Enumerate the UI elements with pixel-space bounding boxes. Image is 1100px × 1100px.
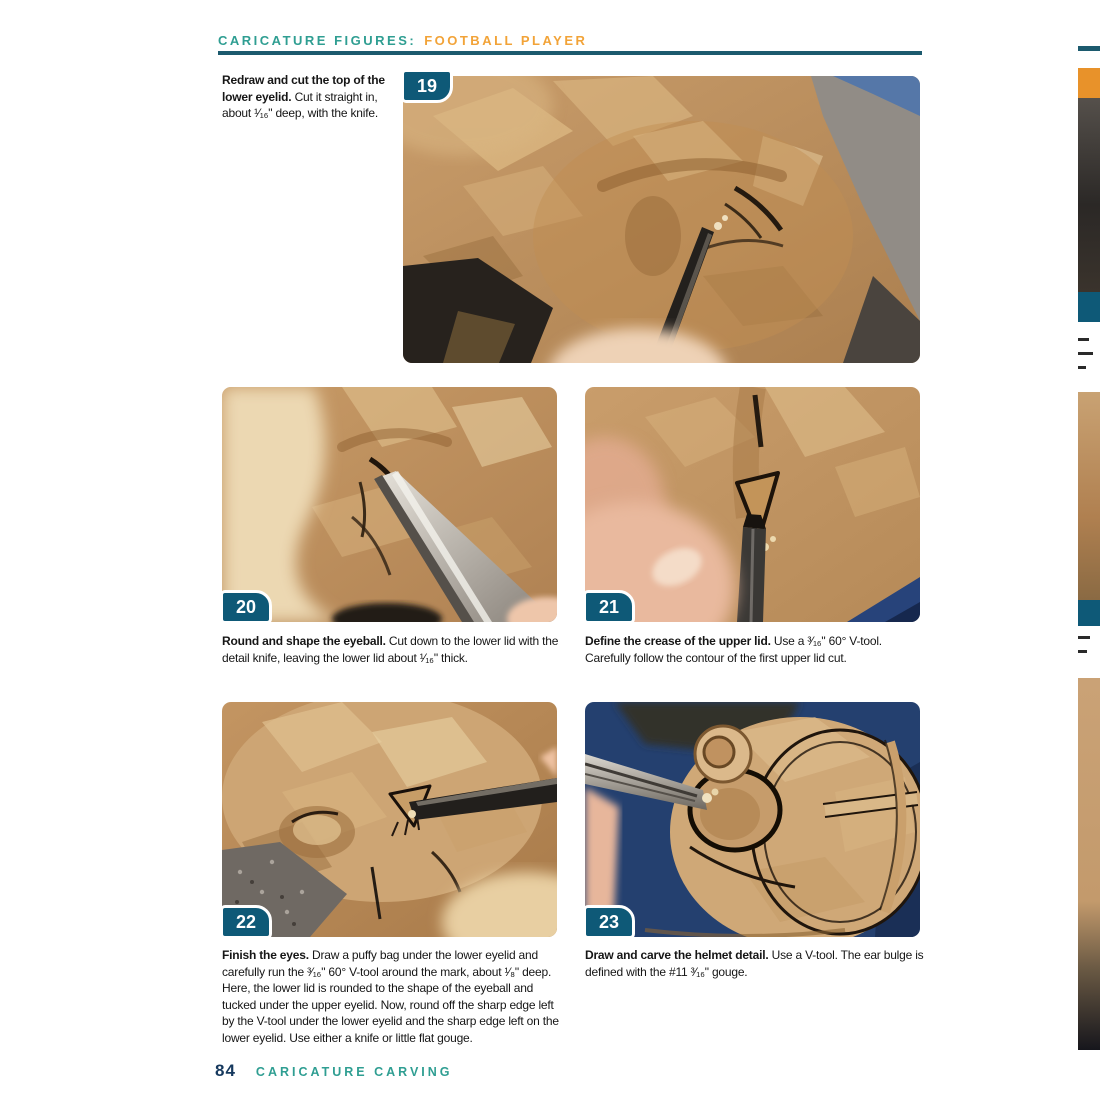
step-22-badge-number: 22 (235, 911, 257, 932)
caption-23 (585, 947, 925, 980)
next-page-sliver (1078, 0, 1100, 1100)
caption-22-body: Draw a puffy bag under the lower eyelid and carefully run the ³⁄₁₆" 60° V-tool around the mark, about ¹⁄₈" deep. Here, the lower lid is rounded to the shape of the eyeball and tucked under the upper eyelid. Now, round off the sharp edge left by the V-tool under the lower eyelid and the sharp edge left on the lower eyelid. Use either a knife or little flat gouge. (222, 948, 559, 1045)
photo-20-image (222, 387, 557, 622)
sliver-text-fragment (1078, 338, 1089, 341)
step-23-badge (583, 905, 635, 939)
caption-23-lead: Draw and carve the helmet detail. (585, 948, 769, 962)
page-header (218, 33, 587, 48)
sliver-photo-edge-1 (1078, 98, 1100, 292)
carved-wood-head (403, 76, 920, 363)
page-number: 84 (215, 1061, 236, 1080)
caption-22 (222, 947, 562, 1046)
step-19-badge (401, 69, 453, 103)
photo-23 (585, 702, 920, 937)
photo-19-image (403, 76, 920, 363)
sliver-badge-edge-2 (1078, 600, 1100, 626)
header-rule (218, 51, 922, 55)
step-19-caption (222, 72, 398, 122)
caption-21 (585, 633, 925, 666)
sliver-header-rule (1078, 46, 1100, 51)
sliver-photo-edge-2 (1078, 392, 1100, 600)
header-chapter-label: FOOTBALL PLAYER (424, 33, 588, 48)
sliver-text-fragment (1078, 636, 1090, 639)
photo-21-image (585, 387, 920, 622)
caption-20-body: Cut down to the lower lid with the detail knife, leaving the lower lid about ¹⁄₁₆" thick. (222, 634, 559, 665)
sliver-photo-edge-3 (1078, 678, 1100, 1050)
step-20-badge (220, 590, 272, 624)
photo-22-image (222, 702, 557, 937)
page-footer (215, 1061, 453, 1081)
step-22-badge (220, 905, 272, 939)
step-19-badge-number: 19 (416, 75, 438, 96)
caption-22-lead: Finish the eyes. (222, 948, 309, 962)
photo-21 (585, 387, 920, 622)
photo-22 (222, 702, 557, 937)
caption-21-body: Use a ³⁄₁₆" 60° V-tool. Carefully follow the contour of the first upper lid cut. (585, 634, 882, 665)
sliver-orange-block (1078, 68, 1100, 98)
sliver-text-fragment (1078, 352, 1093, 355)
step-19-caption-body: Cut it straight in, about ¹⁄₁₆" deep, with the knife. (222, 89, 378, 121)
book-title: CARICATURE CARVING (255, 1065, 453, 1079)
photo-23-image (585, 702, 920, 937)
step-20-badge-number: 20 (235, 596, 257, 617)
caption-21-lead: Define the crease of the upper lid. (585, 634, 771, 648)
photo-19 (403, 76, 920, 363)
sliver-text-fragment (1078, 650, 1087, 653)
photo-20 (222, 387, 557, 622)
caption-20 (222, 633, 562, 666)
step-19-caption-lead: Redraw and cut the top of the lower eyelid. (222, 73, 385, 104)
sliver-text-fragment (1078, 366, 1086, 369)
header-series-label: CARICATURE FIGURES: (218, 33, 417, 48)
step-21-badge (583, 590, 635, 624)
caption-20-lead: Round and shape the eyeball. (222, 634, 386, 648)
step-21-badge-number: 21 (598, 596, 620, 617)
caption-23-body: Use a V-tool. The ear bulge is defined with the #11 ³⁄₁₆" gouge. (585, 948, 924, 979)
step-23-badge-number: 23 (598, 911, 620, 932)
sliver-badge-edge-1 (1078, 292, 1100, 322)
